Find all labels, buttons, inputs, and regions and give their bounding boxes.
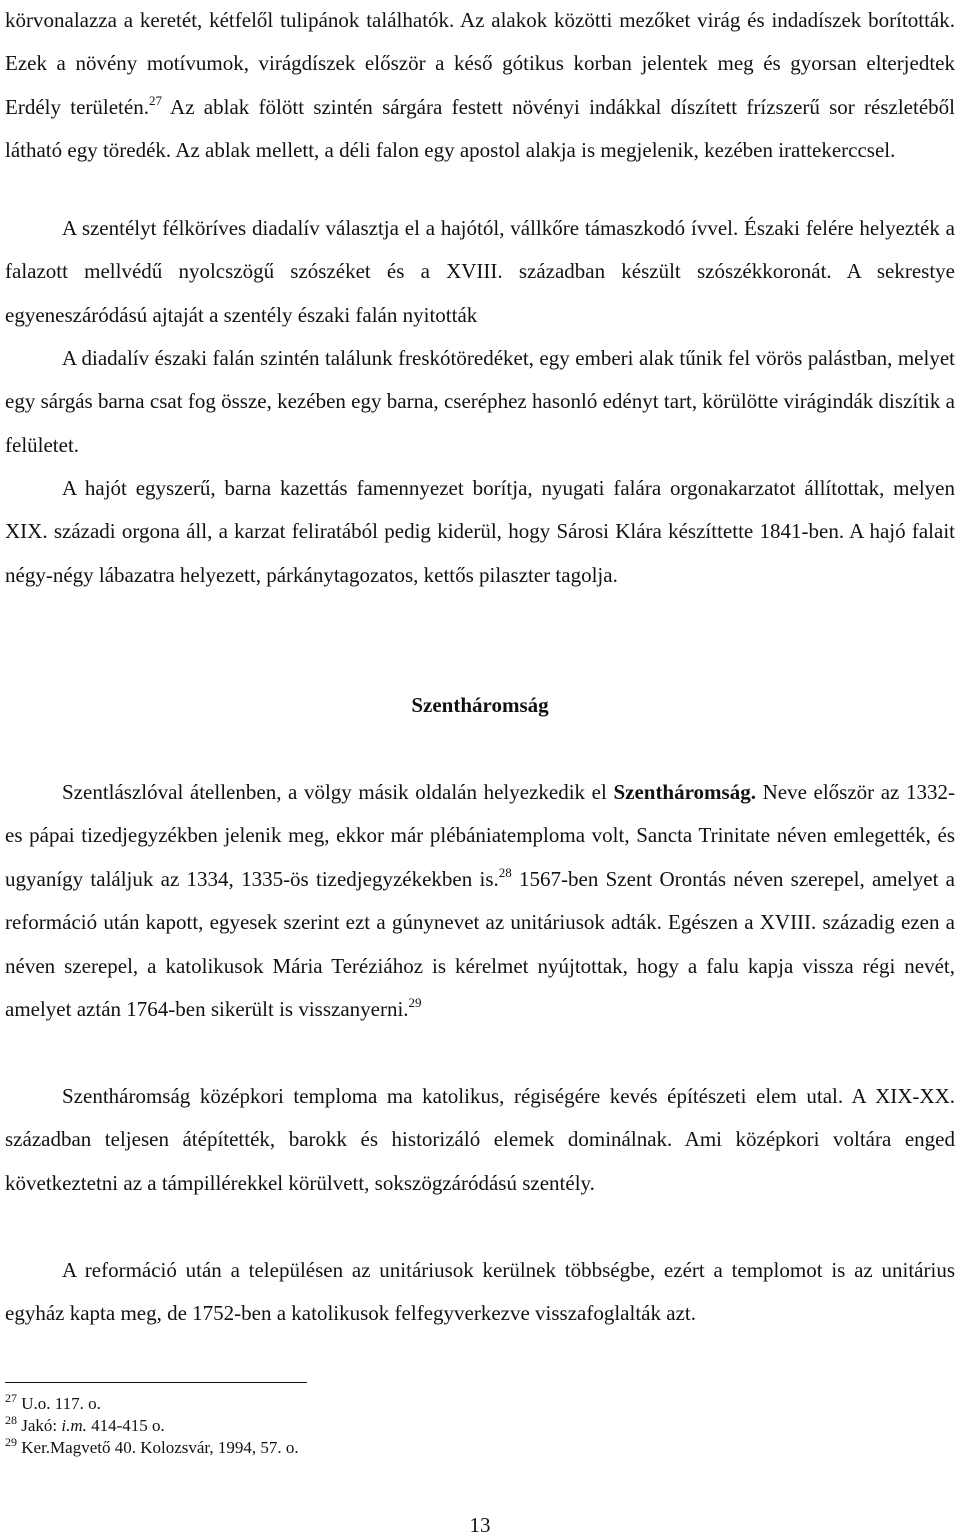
footnote-number: 29 xyxy=(5,1435,17,1449)
paragraph-szentharomsag-history xyxy=(5,771,955,1031)
footnote-ref-27[interactable]: 27 xyxy=(148,92,162,108)
footnote-separator xyxy=(5,1382,307,1383)
footnote-ref-29[interactable]: 29 xyxy=(408,995,422,1011)
paragraph-reformation: A reformáció után a településen az unitáriusok kerülnek többségbe, ezért a templomot is az unitárius egyház kapta meg, de 1752-ben a katolikusok felfegyverkezve visszafoglalták azt. xyxy=(5,1258,955,1326)
paragraph-triumphal-arch: A szentélyt félköríves diadalív választja el a hajótól, vállkőre támaszkodó ívvel. Északi felére helyezték a falazott mellvédű nyolcszögű szószéket és a XVIII. században készült szószékkoronát. A sekrestye egyeneszáródású ajtaját a szentély északi falán nyitották xyxy=(5,216,955,327)
footnote-text: Jakó: xyxy=(21,1416,62,1435)
footnote-text: U.o. 117. o. xyxy=(21,1394,101,1413)
footnote-29 xyxy=(5,1437,705,1459)
paragraph-medieval-church: Szentháromság középkori temploma ma katolikus, régiségére kevés építészeti elem utal. A XIX-XX. században teljesen átépítették, barokk és historizáló elemek dominálnak. Ami középkori voltára enged következtetni az a támpillérekkel körülvett, sokszögzáródású szentély. xyxy=(5,1084,955,1195)
section-heading: Szentháromság xyxy=(411,693,549,717)
footnote-ref-28[interactable]: 28 xyxy=(498,864,512,880)
page-number: 13 xyxy=(469,1513,491,1537)
footnote-text: 414-415 o. xyxy=(86,1416,165,1435)
footnote-italic: i.m. xyxy=(61,1416,87,1435)
footnote-28 xyxy=(5,1415,705,1437)
paragraph-text: körvonalazza a keretét, kétfelől tulipánok találhatók. Az alakok közötti mezőket virág és indadíszek borították. Ezek a növény motívumok, virágdíszek először a késő gótikus korban jelentek meg és gyorsan elterjedtek Erdély területén. xyxy=(5,8,955,119)
footnote-number: 27 xyxy=(5,1391,17,1405)
paragraph-nave-ceiling: A hajót egyszerű, barna kazettás famennyezet borítja, nyugati falára orgonakarzatot állítottak, melyen XIX. századi orgona áll, a karzat feliratából pedig kiderül, hogy Sárosi Klára készíttette 1841-ben. A hajó falait négy-négy lábazatra helyezett, párkánytagozatos, kettős pilaszter tagolja. xyxy=(5,476,955,587)
paragraph-fresco-ornaments xyxy=(5,0,955,173)
paragraph-text: Az ablak fölött szintén sárgára festett növényi indákkal díszített frízszerű sor részletéből látható egy töredék. Az ablak mellett, a déli falon egy apostol alakja is megjelenik, kezében irattekerccsel. xyxy=(5,94,955,163)
paragraph-text: Neve először az 1332-es pápai tizedjegyzékben jelenik meg, ekkor már plébániatemploma volt, Sancta Trinitate néven emlegették, és ugyanígy találjuk az 1334, 1335-ös tizedjegyzékekben is. xyxy=(5,780,955,891)
paragraph-text: 1567-ben Szent Orontás néven szerepel, amelyet a reformáció után kapott, egyesek szerint ezt a gúnynevet az unitáriusok adták. Egészen a XVIII. századig ezen a néven szerepel, a katolikusok Mária Teréziához is kérelmet nyújtottak, hogy a falu kapja vissza régi nevét, amelyet aztán 1764-ben sikerült is visszanyerni. xyxy=(5,866,955,1022)
footnote-number: 28 xyxy=(5,1413,17,1427)
paragraph-arch-fresco: A diadalív északi falán szintén találunk freskótöredéket, egy emberi alak tűnik fel vörös palástban, melyet egy sárgás barna csat fog össze, kezében egy barna, cseréphez hasonló edényt tart, körülötte virágindák diszítik a felületet. xyxy=(5,346,955,457)
paragraph-text: Szentlászlóval átellenben, a völgy másik oldalán helyezkedik el xyxy=(62,780,614,804)
footnote-27 xyxy=(5,1393,705,1415)
footnote-text: Ker.Magvető 40. Kolozsvár, 1994, 57. o. xyxy=(21,1438,299,1457)
place-name-bold: Szentháromság. xyxy=(613,780,756,804)
footnotes xyxy=(5,1393,705,1459)
